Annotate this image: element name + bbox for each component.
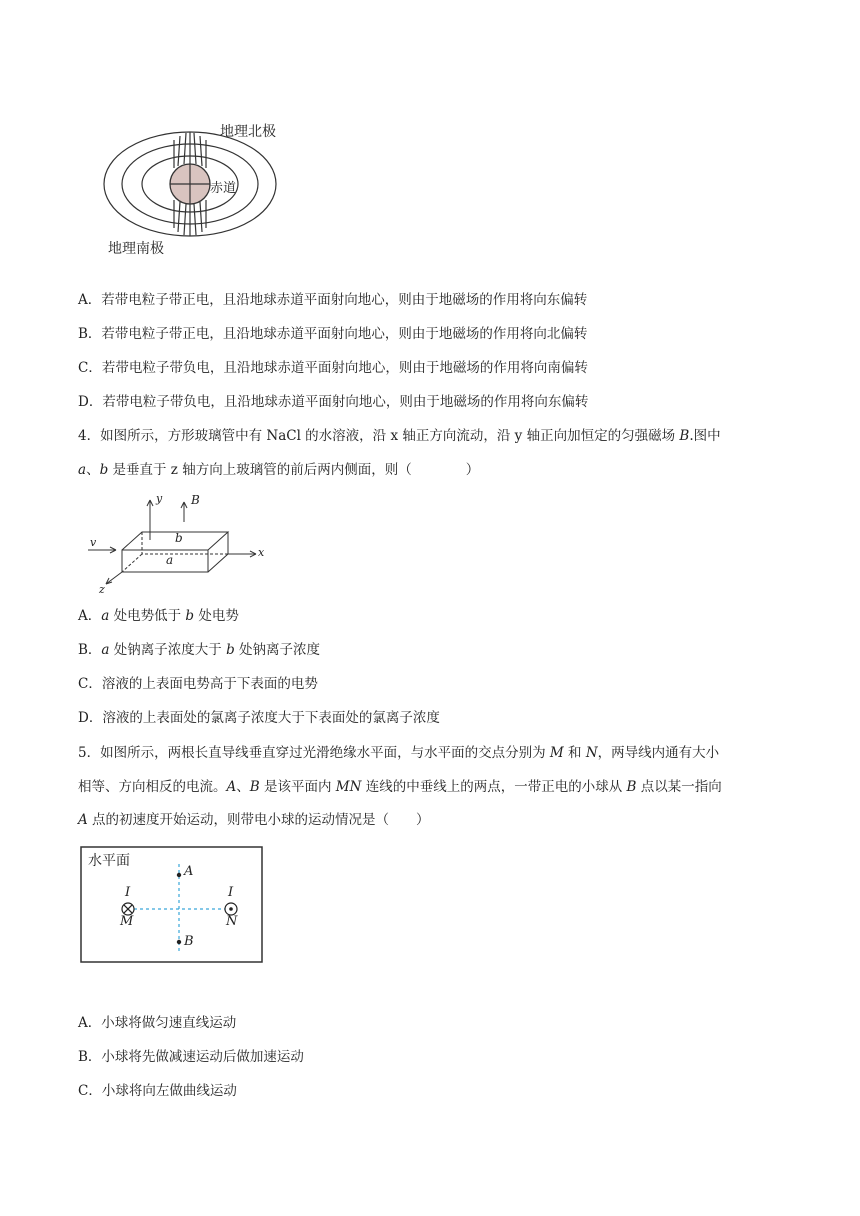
q5-option-c: C．小球将向左做曲线运动 (78, 1083, 237, 1099)
q5-option-a: A．小球将做匀速直线运动 (78, 1015, 237, 1031)
q5-stem-line1 (78, 743, 719, 763)
q5-stem-line3 (78, 810, 430, 830)
q4-option-a-var2: b (185, 608, 195, 624)
q4-stem-b-face: b (99, 462, 109, 478)
q5-stem-sep: 、 (236, 779, 250, 795)
q5-stem-e: 连线的中垂线上的两点，一带正电的小球从 (361, 779, 627, 795)
q4-option-a-mid: 处电势低于 (109, 608, 186, 624)
south-pole-label: 地理南极 (108, 241, 164, 257)
q5-left-current-label: I (125, 885, 131, 900)
q5-point-b-label: B (184, 934, 194, 949)
q4-stem-sep: 、 (86, 462, 100, 478)
q3-option-b: B．若带电粒子带正电，且沿地球赤道平面射向地心，则由于地磁场的作用将向北偏转 (78, 326, 588, 342)
q4-option-a-var1: a (101, 608, 110, 624)
q4-option-b-var1: a (101, 642, 110, 658)
equator-label: 赤道 (210, 181, 237, 196)
q4-stem-b-symbol: B (679, 428, 690, 444)
q4-stem-text-3: 是垂直于 z 轴方向上玻璃管的前后两内侧面，则（ ） (108, 462, 480, 478)
q5-stem-point-b2: B (626, 779, 637, 795)
q4-y-axis-label: y (156, 492, 163, 505)
horizontal-plane-title: 水平面 (88, 853, 130, 869)
q5-wire-n-label: N (226, 914, 238, 929)
point-b-dot (177, 940, 181, 944)
q5-stem-m: M (549, 745, 564, 761)
q5-stem-n: N (585, 745, 598, 761)
q4-option-d: D．溶液的上表面处的氯离子浓度大于下表面处的氯离子浓度 (78, 710, 440, 726)
q3-option-c: C．若带电粒子带负电，且沿地球赤道平面射向地心，则由于地磁场的作用将向南偏转 (78, 360, 588, 376)
q4-option-b-prefix: B． (78, 642, 102, 658)
q4-option-b (78, 640, 320, 660)
q4-stem-text-2: .图中 (689, 428, 721, 444)
q4-front-face-label: a (166, 553, 174, 567)
q4-option-a (78, 606, 239, 626)
q4-option-b-end: 处钠离子浓度 (234, 642, 321, 658)
q5-stem-a: 5．如图所示，两根长直导线垂直穿过光滑绝缘水平面，与水平面的交点分别为 (78, 745, 550, 761)
q5-stem-line2 (78, 777, 722, 797)
q5-point-a-label: A (184, 864, 194, 879)
q4-option-c: C．溶液的上表面电势高于下表面的电势 (78, 676, 318, 692)
q4-v-label: v (90, 536, 97, 549)
q5-stem-g: 点的初速度开始运动，则带电小球的运动情况是（ ） (87, 812, 430, 828)
q5-option-b: B．小球将先做减速运动后做加速运动 (78, 1049, 304, 1065)
q4-option-b-mid: 处钠离子浓度大于 (109, 642, 227, 658)
q4-stem-line2 (78, 460, 479, 480)
q5-right-current-label: I (228, 885, 234, 900)
q5-wire-m-label: M (120, 914, 134, 929)
q5-stem-c: 相等、方向相反的电流。 (78, 779, 227, 795)
q4-option-a-end: 处电势 (194, 608, 239, 624)
q4-x-axis-label: x (258, 546, 265, 559)
point-a-dot (177, 873, 181, 877)
q4-b-field-label: B (191, 493, 200, 507)
q5-stem-point-a: A (226, 779, 237, 795)
q4-option-b-var2: b (226, 642, 235, 658)
q5-stem-and: 和 (563, 745, 586, 761)
q5-stem-mn: MN (335, 779, 362, 795)
q3-option-a: A．若带电粒子带正电，且沿地球赤道平面射向地心，则由于地磁场的作用将向东偏转 (78, 292, 588, 308)
q5-stem-d: 是该平面内 (259, 779, 336, 795)
q3-option-d: D．若带电粒子带负电，且沿地球赤道平面射向地心，则由于地磁场的作用将向东偏转 (78, 394, 589, 410)
q5-stem-point-a2: A (78, 812, 88, 828)
q5-stem-f: 点以某一指向 (636, 779, 722, 795)
q4-stem-a-symbol: a (78, 462, 87, 478)
q4-z-axis-label: z (99, 583, 105, 596)
q4-stem-text: 4．如图所示，方形玻璃管中有 NaCl 的水溶液，沿 x 轴正方向流动，沿 y 轴正向加恒定的匀强磁场 (78, 428, 680, 444)
q4-option-a-prefix: A． (78, 608, 102, 624)
north-pole-label: 地理北极 (220, 124, 276, 140)
q4-stem-line1 (78, 426, 721, 446)
q4-top-face-label: b (175, 531, 183, 545)
q5-stem-b: ，两导线内通有大小 (597, 745, 720, 761)
q5-stem-point-b: B (249, 779, 260, 795)
